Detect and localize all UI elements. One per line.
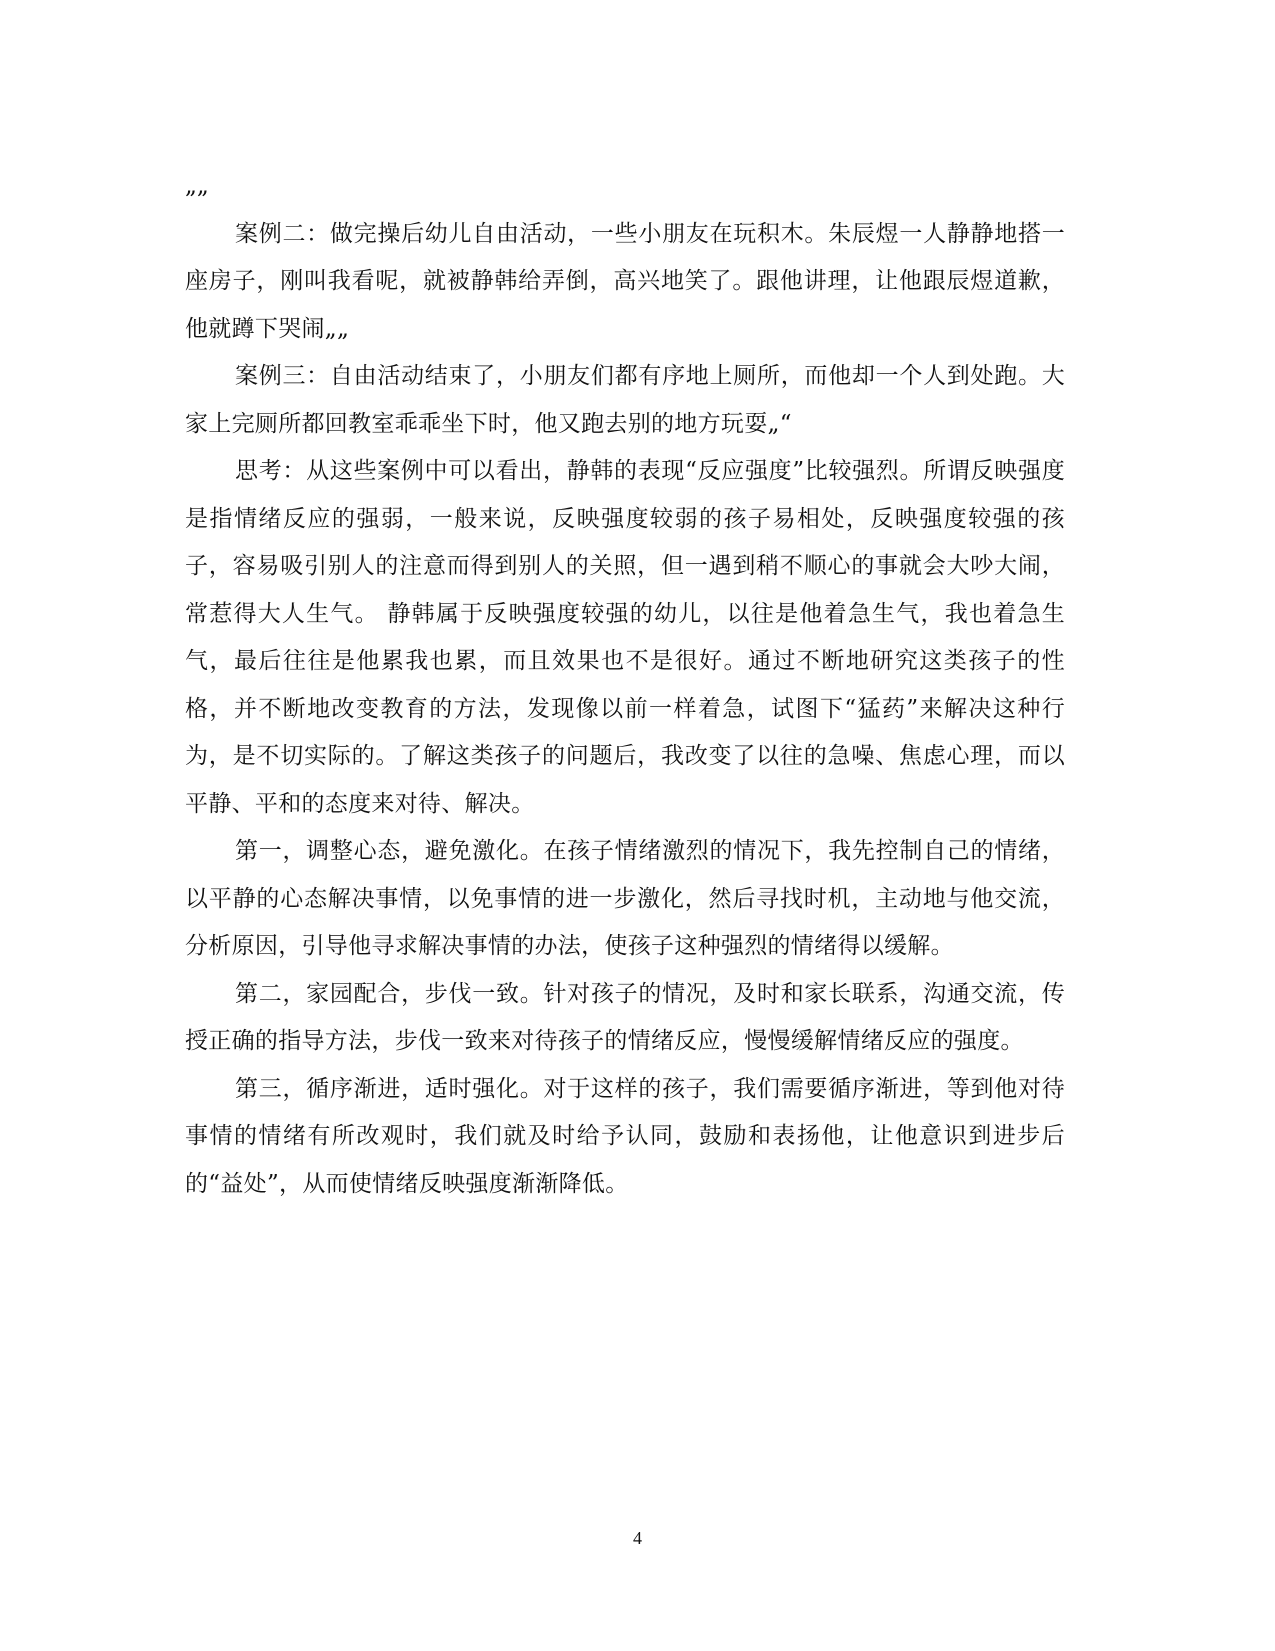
first-strategy-paragraph: 第一，调整心态，避免激化。在孩子情绪激烈的情况下，我先控制自己的情绪，以平静的心态解决事情，以免事情的进一步激化，然后寻找时机，主动地与他交流，分析原因，引导他寻求解决事情的办法，使孩子这种强烈的情绪得以缓解。 [185, 838, 1065, 959]
case-two-paragraph: 案例二：做完操后幼儿自由活动，一些小朋友在玩积木。朱辰煜一人静静地搭一座房子，刚叫我看呢，就被静韩给弄倒，高兴地笑了。跟他讲理，让他跟辰煜道歉，他就蹲下哭闹„„ [185, 220, 1065, 342]
continuation-marks: „„ [185, 173, 209, 199]
reflection-paragraph: 思考：从这些案例中可以看出，静韩的表现“反应强度”比较强烈。所谓反映强度是指情绪反应的强弱，一般来说，反映强度较弱的孩子易相处，反映强度较强的孩子，容易吸引别人的注意而得到别人的关照，但一遇到稍不顺心的事就会大吵大闹，常惹得大人生气。 静韩属于反映强度较强的幼儿，以往是他着急生气，我也着急生气，最后往往是他累我也累，而且效果也不是很好。通过不断地研究这类孩子的性格，并不断地改变教育的方法，发现像以前一样着急，试图下“猛药”来解决这种行为，是不切实际的。了解这类孩子的问题后，我改变了以往的急噪、焦虑心理，而以平静、平和的态度来对待、解决。 [185, 458, 1065, 817]
second-strategy-paragraph: 第二，家园配合，步伐一致。针对孩子的情况，及时和家长联系，沟通交流，传授正确的指导方法，步伐一致来对待孩子的情绪反应，慢慢缓解情绪反应的强度。 [185, 980, 1065, 1054]
third-strategy-paragraph: 第三，循序渐进，适时强化。对于这样的孩子，我们需要循序渐进，等到他对待事情的情绪有所改观时，我们就及时给予认同，鼓励和表扬他，让他意识到进步后的“益处”，从而使情绪反映强度渐渐降低。 [185, 1075, 1065, 1197]
document-body [185, 163, 1065, 1208]
case-three-paragraph: 案例三：自由活动结束了，小朋友们都有序地上厕所，而他却一个人到处跑。大家上完厕所都回教室乖乖坐下时，他又跑去别的地方玩耍„“ [185, 363, 1065, 437]
page-number: 4 [633, 1528, 642, 1548]
